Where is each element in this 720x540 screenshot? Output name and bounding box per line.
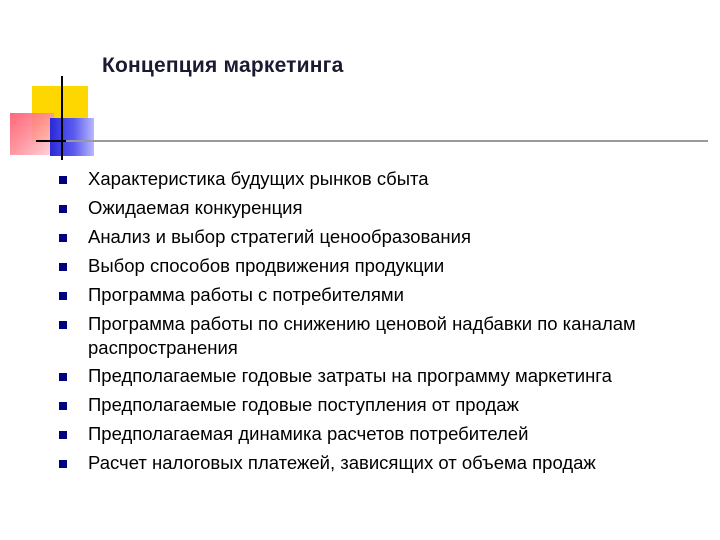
bullet-text: Характеристика будущих рынков сбыта [88, 168, 429, 189]
square-bullet-icon [59, 373, 67, 381]
red-square-ornament [10, 113, 54, 155]
square-bullet-icon [59, 460, 67, 468]
bullet-text: Выбор способов продвижения продукции [88, 255, 445, 276]
bullet-text: Предполагаемая динамика расчетов потребителей [88, 423, 529, 444]
square-bullet-icon [59, 176, 67, 184]
bullet-text: Анализ и выбор стратегий ценообразования [88, 226, 471, 247]
bullet-item [88, 283, 688, 307]
bullet-text: Предполагаемые годовые поступления от продаж [88, 394, 519, 415]
title-underline [36, 140, 708, 142]
square-bullet-icon [59, 321, 67, 329]
bullet-item [88, 422, 688, 446]
square-bullet-icon [59, 402, 67, 410]
bullet-text: Программа работы с потребителями [88, 284, 404, 305]
bullet-item [88, 254, 688, 278]
square-bullet-icon [59, 234, 67, 242]
bullet-item [88, 451, 688, 475]
bullet-text: Расчет налоговых платежей, зависящих от объема продаж [88, 452, 596, 473]
square-bullet-icon [59, 263, 67, 271]
bullet-item [88, 225, 688, 249]
bullet-item [88, 393, 688, 417]
bullet-text: Ожидаемая конкуренция [88, 197, 303, 218]
blue-square-ornament [50, 118, 94, 156]
bullet-item [88, 364, 688, 388]
bullet-item [88, 196, 688, 220]
bullet-text: Программа работы по снижению ценовой надбавки по каналам распространения [88, 313, 636, 358]
slide-title: Концепция маркетинга [102, 54, 344, 77]
vertical-rule [61, 76, 63, 160]
bullet-item [88, 167, 688, 191]
square-bullet-icon [59, 205, 67, 213]
square-bullet-icon [59, 431, 67, 439]
square-bullet-icon [59, 292, 67, 300]
bullet-text: Предполагаемые годовые затраты на программу маркетинга [88, 365, 612, 386]
bullet-item [88, 312, 688, 360]
